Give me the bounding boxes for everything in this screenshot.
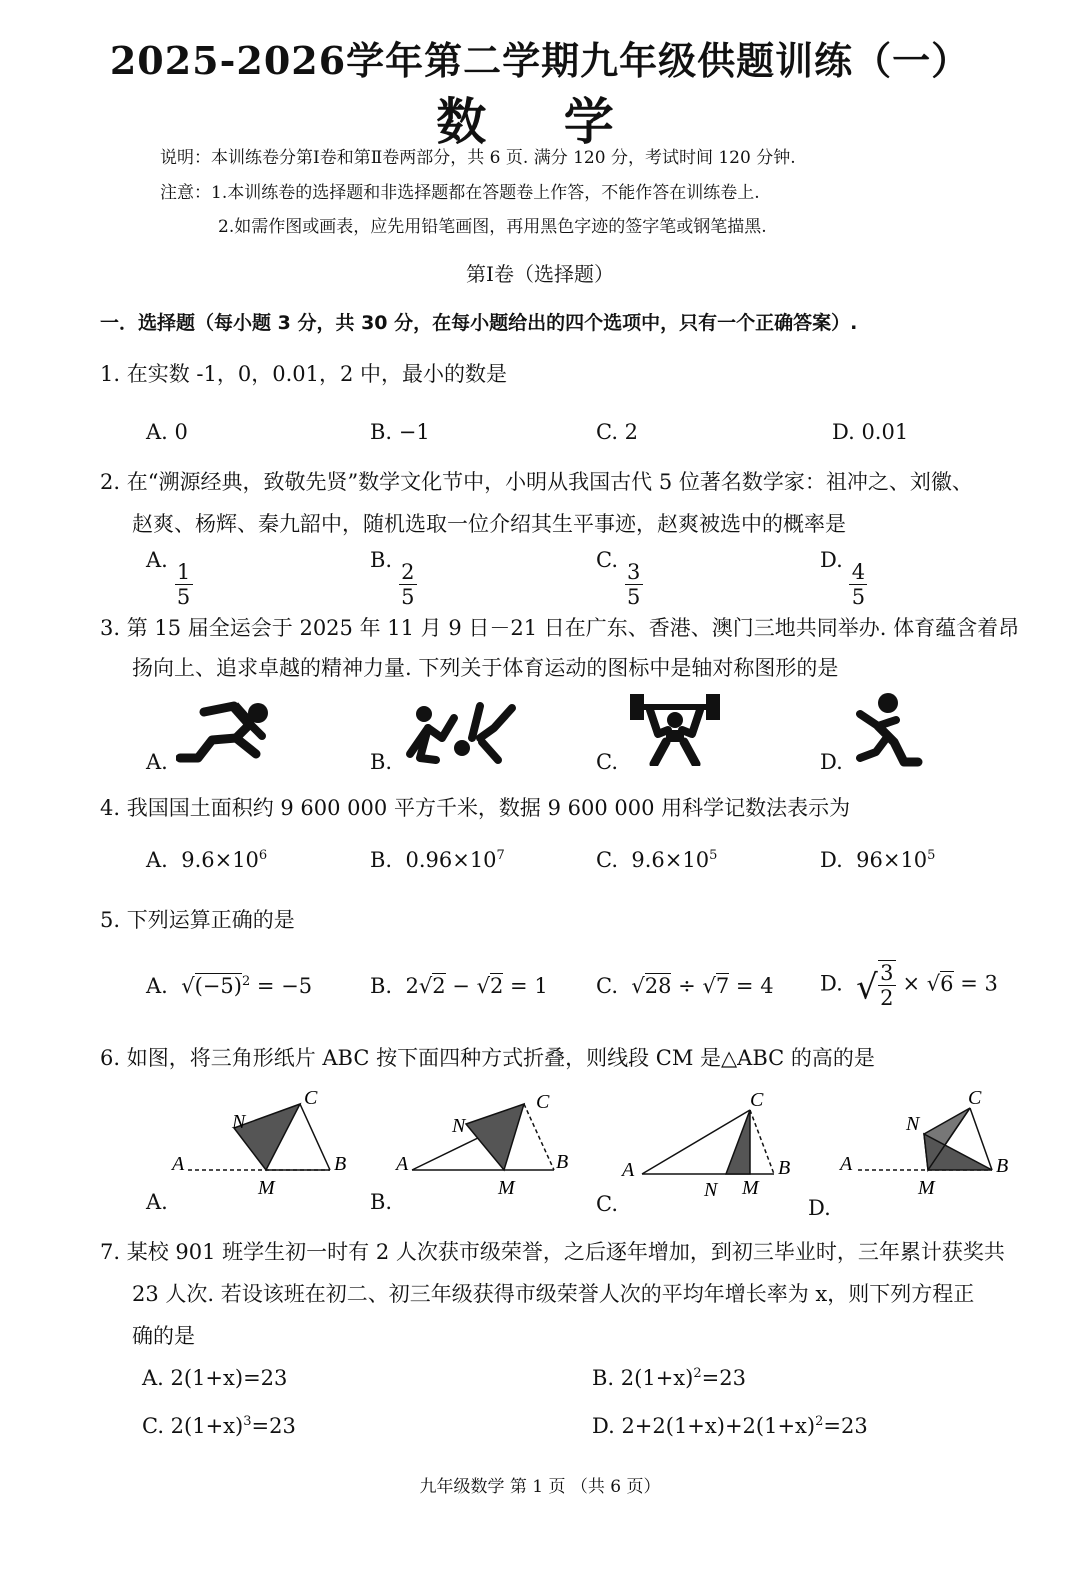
q4-option-d: D. $96\times 10^5$ (820, 848, 936, 872)
fig-a-label-b: B (334, 1153, 347, 1175)
q2-option-b-letter: B. (370, 548, 393, 572)
page-footer: 九年级数学 第 1 页 （共 6 页） (419, 1477, 661, 1497)
q6-option-c-letter: C. (596, 1192, 618, 1216)
q2-option-a-letter: A. (146, 548, 168, 572)
q6-stem: 6. 如图，将三角形纸片 ABC 按下面四种方式折叠，则线段 CM 是△ABC 的高的是 (100, 1046, 875, 1070)
exam-title: 2025-2026学年第二学期九年级供题训练（一） (109, 38, 971, 83)
fig-a-label-n: N (232, 1111, 246, 1133)
fig-c-label-m: M (742, 1177, 759, 1199)
q2-option-b (370, 548, 417, 609)
q7-line2: 23 人次. 若设该班在初二、初三年级获得市级荣誉人次的平均年增长率为 x，则下列方程正 (132, 1282, 975, 1306)
fold-figure-c (618, 1084, 818, 1204)
q1-stem: 1. 在实数 -1，0，0.01，2 中，最小的数是 (100, 362, 507, 386)
q1-option-b: B. −1 (370, 420, 430, 444)
q4-stem: 4. 我国国土面积约 9 600 000 平方千米，数据 9 600 000 用科学记数法表示为 (100, 796, 851, 820)
q3-option-c-letter: C. (596, 750, 618, 774)
fold-figure-b (394, 1084, 584, 1204)
fig-a-label-m: M (258, 1177, 275, 1199)
q2-line1: 2. 在“溯源经典，致敬先贤”数学文化节中，小明从我国古代 5 位著名数学家：祖冲之、刘徽、 (100, 470, 973, 494)
q2-option-d-fraction: $\frac{4}{5}$ (849, 560, 867, 609)
fig-a-label-c: C (304, 1087, 318, 1109)
q2-option-b-fraction: $\frac{2}{5}$ (399, 560, 417, 609)
fig-c-label-b: B (778, 1157, 791, 1179)
q6-option-b-letter: B. (370, 1190, 393, 1214)
exam-note-2: 注意：1.本训练卷的选择题和非选择题都在答题卷上作答，不能作答在训练卷上. (160, 183, 760, 203)
q7-option-c: C. $2(1+x)^3=23$ (142, 1414, 296, 1438)
q2-option-a (146, 548, 193, 609)
fold-figure-a (170, 1084, 360, 1204)
exam-note-3: 2.如需作图或画表，应先用铅笔画图，再用黑色字迹的签字笔或钢笔描黑. (218, 217, 767, 237)
fig-d-label-b: B (996, 1155, 1009, 1177)
q3-option-d-letter: D. (820, 750, 843, 774)
fig-b-label-c: C (536, 1091, 550, 1113)
fig-c-label-a: A (622, 1159, 635, 1181)
fig-d-label-n: N (906, 1113, 920, 1135)
q4-option-a: A. $9.6\times 10^6$ (146, 848, 268, 872)
q6-option-d-letter: D. (808, 1196, 831, 1220)
q5-option-d: D. √ $\frac{3}{2}$ × √6 = 3 (820, 961, 998, 1010)
fig-b-label-a: A (396, 1153, 409, 1175)
fig-b-label-b: B (556, 1151, 569, 1173)
q5-option-a: A. $√(-5)^2 = -5$ (146, 974, 313, 998)
q2-option-c-letter: C. (596, 548, 618, 572)
q2-line2: 赵爽、杨辉、秦九韶中，随机选取一位介绍其生平事迹，赵爽被选中的概率是 (132, 512, 846, 536)
fig-b-label-m: M (498, 1177, 515, 1199)
q3-line2: 扬向上、追求卓越的精神力量. 下列关于体育运动的图标中是轴对称图形的是 (132, 656, 839, 680)
q4-option-c: C. $9.6\times 10^5$ (596, 848, 718, 872)
part1-title: 第Ⅰ卷（选择题） (466, 262, 614, 286)
fig-b-label-n: N (452, 1115, 466, 1137)
q2-option-d (820, 548, 867, 609)
q7-option-b: B. $2(1+x)^2=23$ (592, 1366, 746, 1390)
q3-option-a-letter: A. (146, 750, 168, 774)
q1-option-d: D. 0.01 (832, 420, 909, 444)
running-icon (176, 698, 276, 764)
q6-option-a-letter: A. (146, 1190, 168, 1214)
q7-option-d: D. $2+2(1+x)+2(1+x)^2=23$ (592, 1414, 868, 1438)
subject-title: 数 学 (436, 92, 644, 151)
ball-throw-icon (852, 692, 924, 768)
q5-option-c: C. √28 ÷ √7 = 4 (596, 974, 774, 998)
q1-option-c: C. 2 (596, 420, 639, 444)
fold-figure-d (836, 1084, 1026, 1204)
q5-stem: 5. 下列运算正确的是 (100, 908, 295, 932)
fig-d-label-a: A (840, 1153, 853, 1175)
fig-c-label-n: N (704, 1179, 718, 1201)
q4-option-b: B. $0.96\times 10^7$ (370, 848, 505, 872)
q5-option-b: B. 2√2 − √2 = 1 (370, 974, 548, 998)
q7-line1: 7. 某校 901 班学生初一时有 2 人次获市级荣誉，之后逐年增加，到初三毕业时，三年累计获奖共 (100, 1240, 1005, 1264)
weightlifting-icon (628, 690, 722, 766)
fig-a-label-a: A (172, 1153, 185, 1175)
q2-option-a-fraction: $\frac{1}{5}$ (175, 560, 193, 609)
fig-d-label-c: C (968, 1087, 982, 1109)
section1-heading: 一．选择题（每小题 3 分，共 30 分，在每小题给出的四个选项中，只有一个正确答案）. (100, 312, 858, 334)
q3-line1: 3. 第 15 届全运会于 2025 年 11 月 9 日－21 日在广东、香港、澳门三地共同举办. 体育蕴含着昂 (100, 616, 1020, 640)
wrestling-icon (402, 698, 518, 766)
sqrt-sign: √ (181, 974, 195, 998)
exam-note-1: 说明：本训练卷分第Ⅰ卷和第Ⅱ卷两部分，共 6 页. 满分 120 分，考试时间 120 分钟. (160, 148, 796, 168)
q3-option-b-letter: B. (370, 750, 393, 774)
q7-option-a: A. 2(1+x)=23 (142, 1366, 288, 1390)
q2-option-d-letter: D. (820, 548, 843, 572)
q1-option-a: A. 0 (146, 420, 188, 444)
fig-c-label-c: C (750, 1089, 764, 1111)
q2-option-c (596, 548, 643, 609)
q2-option-c-fraction: $\frac{3}{5}$ (625, 560, 643, 609)
fig-d-label-m: M (918, 1177, 935, 1199)
q7-line3: 确的是 (132, 1324, 195, 1348)
